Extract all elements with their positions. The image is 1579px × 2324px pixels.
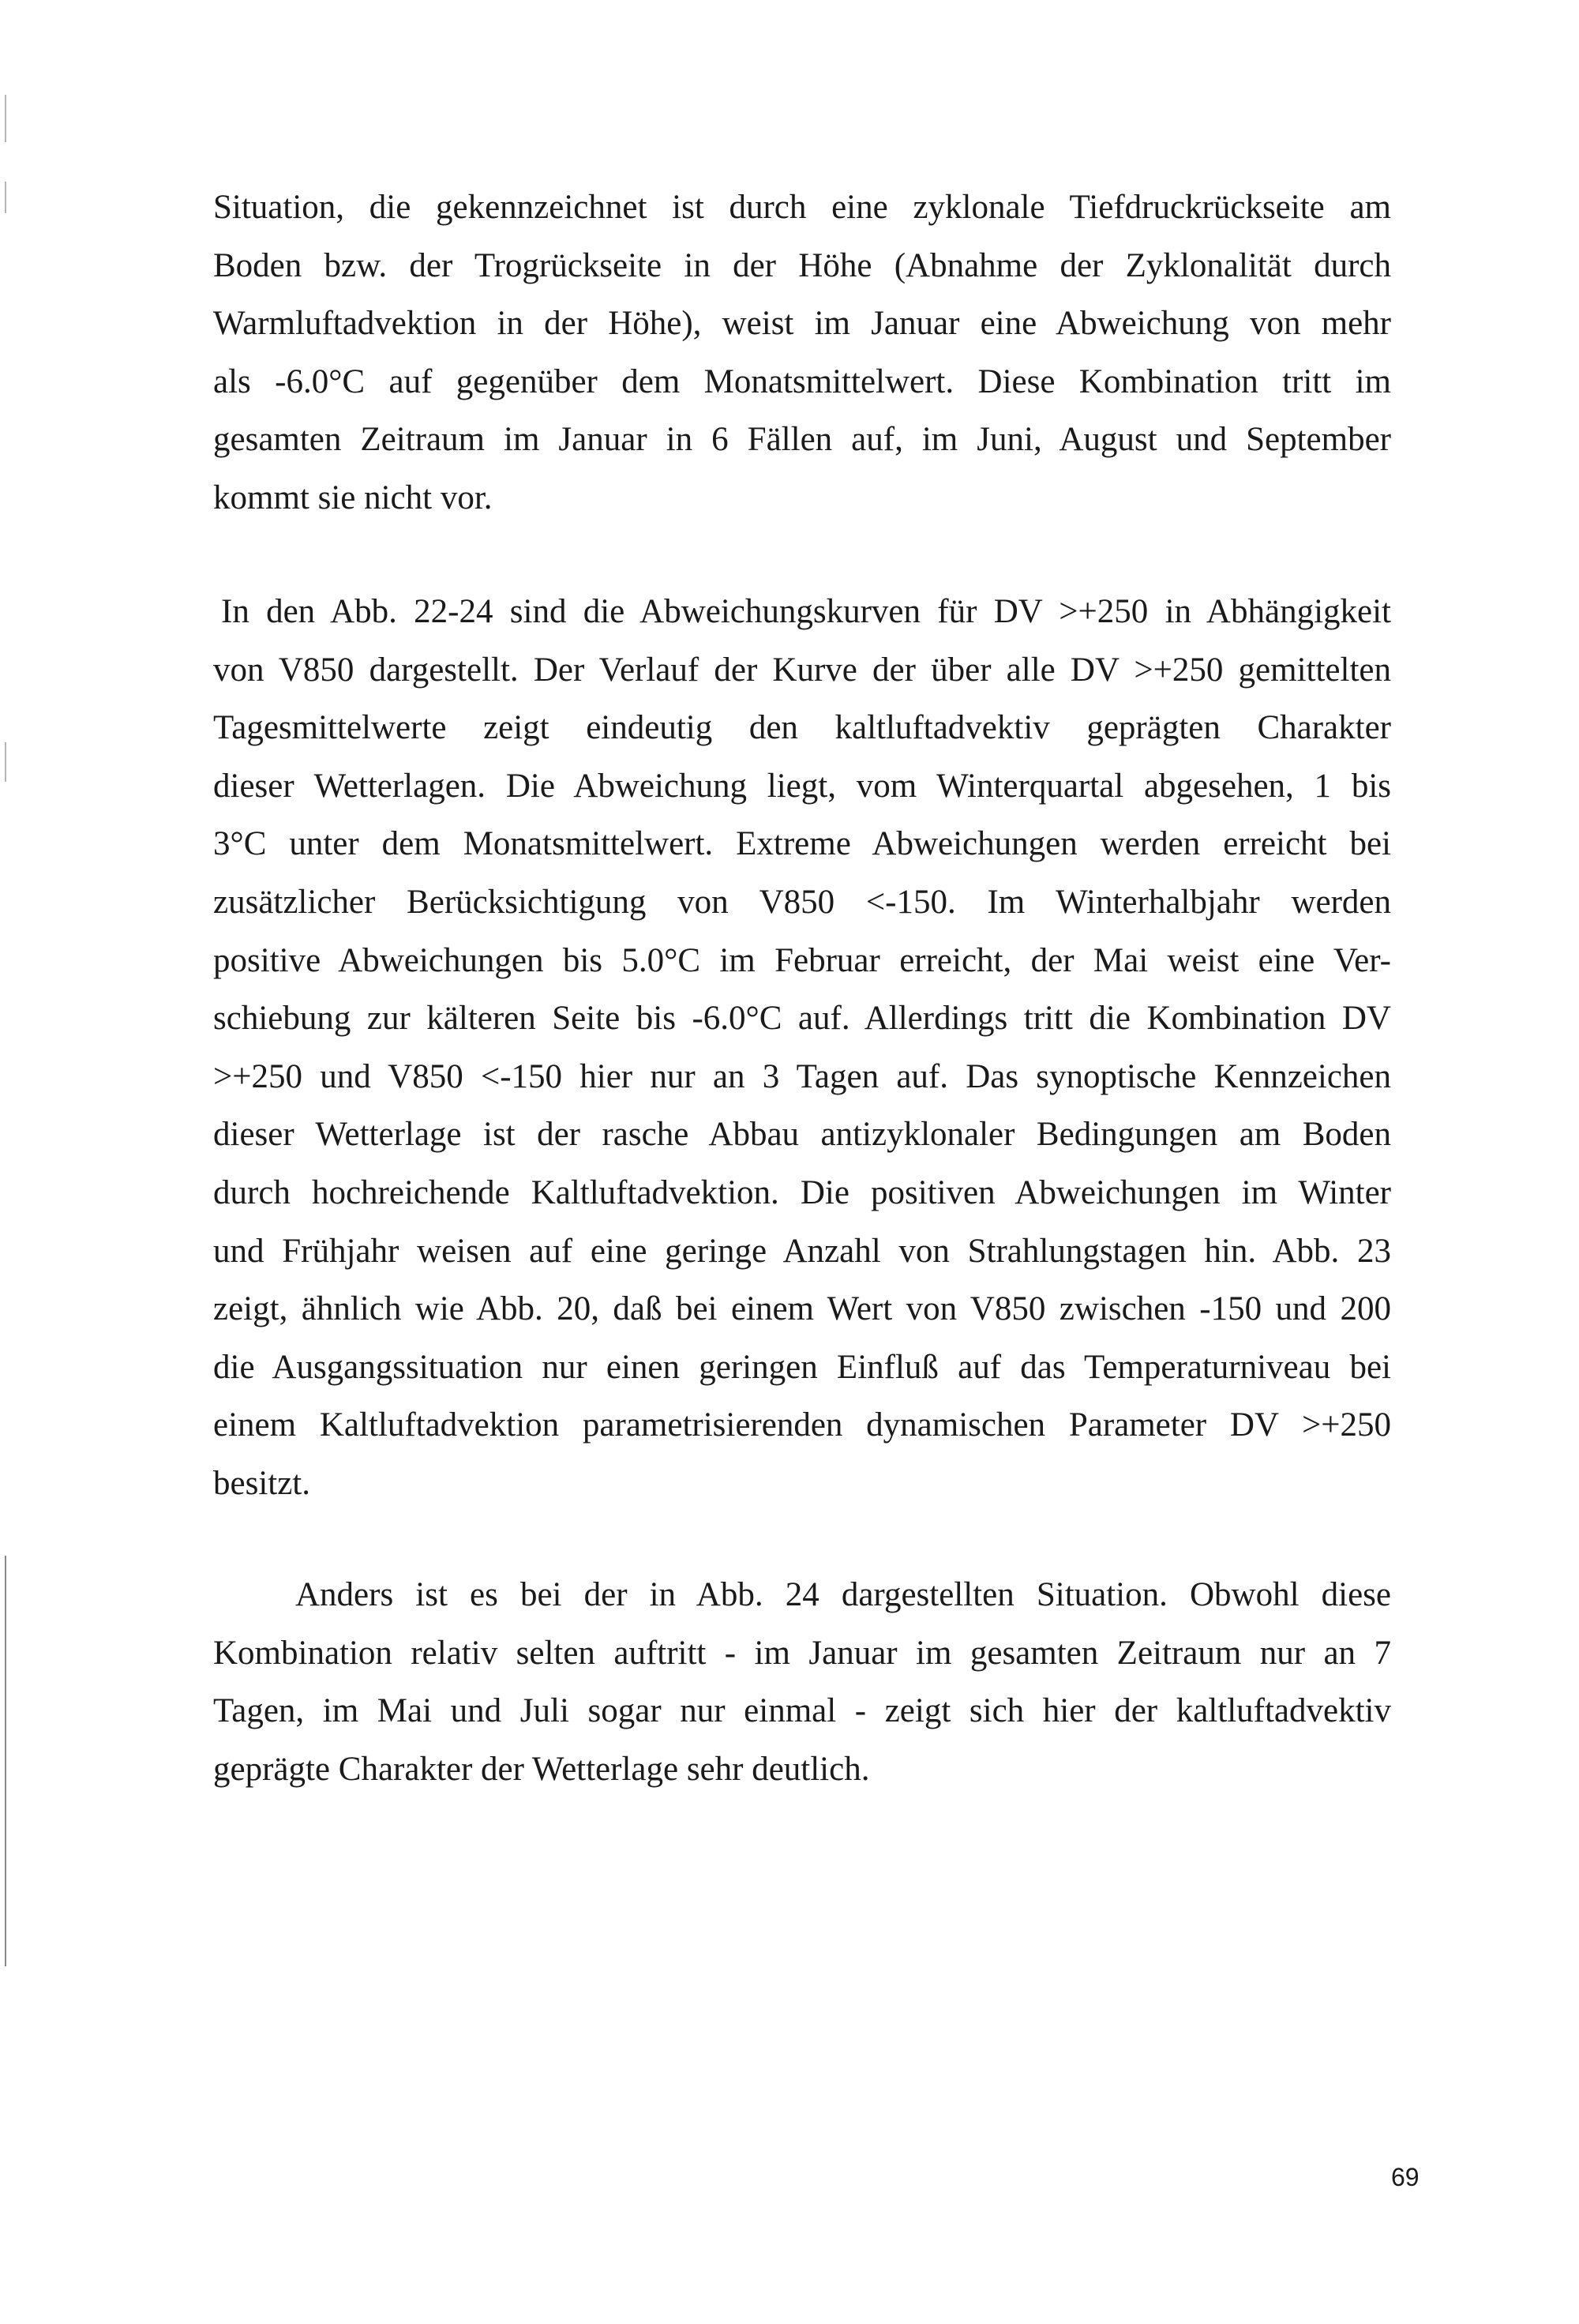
text-line: geprägte Charakter der Wetterlage sehr deutlich. xyxy=(213,1750,870,1788)
text-line: In den Abb. 22-24 sind die Abweichungskurven für DV >+250 in Abhängigkeit xyxy=(221,593,1391,630)
text-line: positive Abweichungen bis 5.0°C im Februar erreicht, der Mai weist eine Ver- xyxy=(213,941,1391,979)
text-line: dieser Wetterlagen. Die Abweichung liegt, vom Winterquartal abgesehen, 1 bis xyxy=(213,767,1391,805)
text-line: 3°C unter dem Monatsmittelwert. Extreme Abweichungen werden erreicht bei xyxy=(213,825,1391,863)
text-line: Warmluftadvektion in der Höhe), weist im Januar eine Abweichung von mehr xyxy=(213,305,1391,343)
text-line: von V850 dargestellt. Der Verlauf der Kurve der über alle DV >+250 gemittelten xyxy=(213,651,1391,689)
text-line: zeigt, ähnlich wie Abb. 20, daß bei einem Wert von V850 zwischen -150 und 200 xyxy=(213,1290,1391,1328)
scan-artifact xyxy=(5,742,6,782)
scan-artifact xyxy=(5,95,6,142)
text-line: besitzt. xyxy=(213,1464,310,1502)
text-line: zusätzlicher Berücksichtigung von V850 <-150. Im Winterhalbjahr werden xyxy=(213,883,1391,921)
page-number: 69 xyxy=(1391,2163,1420,2191)
paragraph-1 xyxy=(213,178,1391,527)
scan-artifact xyxy=(5,1556,6,1966)
text-line: Situation, die gekennzeichnet ist durch eine zyklonale Tiefdruckrückseite am xyxy=(213,189,1391,226)
text-line: durch hochreichende Kaltluftadvektion. Die positiven Abweichungen im Winter xyxy=(213,1173,1391,1211)
text-line: Tagen, im Mai und Juli sogar nur einmal - zeigt sich hier der kaltluftadvektiv xyxy=(213,1692,1391,1730)
text-line: kommt sie nicht vor. xyxy=(213,479,493,516)
text-line: Tagesmittelwerte zeigt eindeutig den kaltluftadvektiv geprägten Charakter xyxy=(213,709,1391,747)
text-line: dieser Wetterlage ist der rasche Abbau antizyklonaler Bedingungen am Boden xyxy=(213,1116,1391,1154)
text-line: Boden bzw. der Trogrückseite in der Höhe (Abnahme der Zyklonalität durch xyxy=(213,246,1391,284)
text-line: die Ausgangssituation nur einen geringen Einfluß auf das Temperaturniveau bei xyxy=(213,1348,1391,1386)
text-line: Kombination relativ selten auftritt - im Januar im gesamten Zeitraum nur an 7 xyxy=(213,1634,1391,1672)
text-line: >+250 und V850 <-150 hier nur an 3 Tagen auf. Das synoptische Kennzeichen xyxy=(213,1057,1391,1095)
text-line: einem Kaltluftadvektion parametrisierenden dynamischen Parameter DV >+250 xyxy=(213,1406,1391,1444)
text-line: und Frühjahr weisen auf eine geringe Anzahl von Strahlungstagen hin. Abb. 23 xyxy=(213,1232,1391,1270)
text-line: als -6.0°C auf gegenüber dem Monatsmittelwert. Diese Kombination tritt im xyxy=(213,362,1391,400)
scan-artifact xyxy=(5,182,6,213)
text-line: Anders ist es bei der in Abb. 24 dargestellten Situation. Obwohl diese xyxy=(295,1576,1391,1613)
paragraph-2 xyxy=(213,583,1391,1513)
paragraph-3 xyxy=(213,1566,1391,1798)
text-line: schiebung zur kälteren Seite bis -6.0°C auf. Allerdings tritt die Kombination DV xyxy=(213,1000,1391,1038)
text-line: gesamten Zeitraum im Januar in 6 Fällen auf, im Juni, August und September xyxy=(213,421,1391,459)
